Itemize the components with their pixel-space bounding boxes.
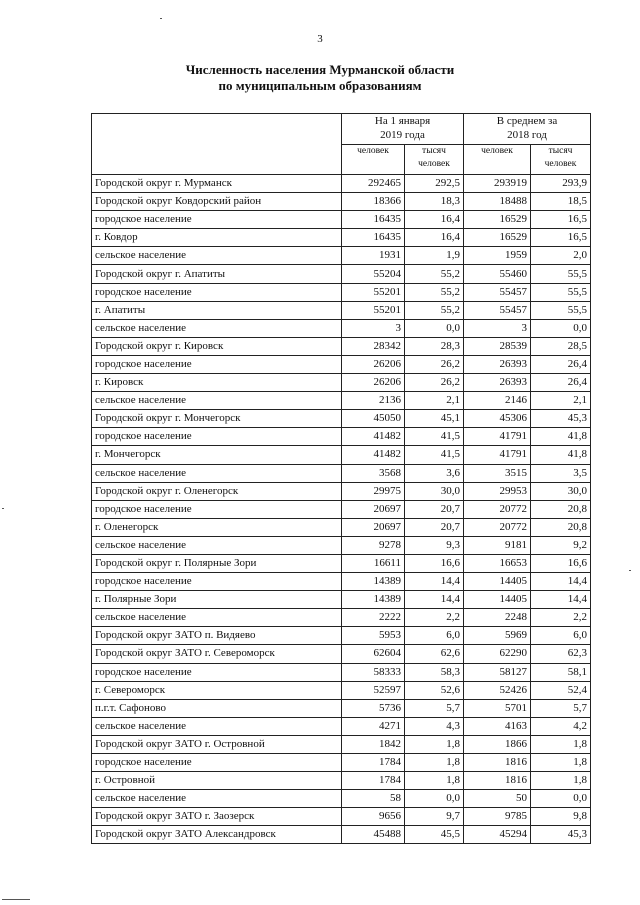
header-jan-2019-line2: 2019 года bbox=[380, 129, 425, 141]
thousand-2019-cell: 14,4 bbox=[405, 573, 464, 591]
people-2019-cell: 1842 bbox=[342, 735, 405, 753]
thousand-2018-cell: 0,0 bbox=[531, 319, 591, 337]
row-name-cell: городское население bbox=[92, 355, 342, 373]
row-name-cell: г. Оленегорск bbox=[92, 518, 342, 536]
people-2019-cell: 16435 bbox=[342, 211, 405, 229]
people-2018-cell: 41791 bbox=[464, 446, 531, 464]
people-2018-cell: 1959 bbox=[464, 247, 531, 265]
header-thousand-2018: тысяч человек bbox=[531, 145, 591, 175]
people-2018-cell: 29953 bbox=[464, 482, 531, 500]
table-row bbox=[92, 554, 591, 572]
table-row bbox=[92, 500, 591, 518]
people-2018-cell: 20772 bbox=[464, 518, 531, 536]
table-row bbox=[92, 337, 591, 355]
scan-speck bbox=[160, 18, 162, 19]
thousand-2019-cell: 1,8 bbox=[405, 754, 464, 772]
row-name-cell: Городской округ ЗАТО п. Видяево bbox=[92, 627, 342, 645]
thousand-2019-cell: 41,5 bbox=[405, 446, 464, 464]
thousand-2018-cell: 1,8 bbox=[531, 772, 591, 790]
thousand-2018-cell: 9,2 bbox=[531, 536, 591, 554]
title-line-1: Численность населения Мурманской области bbox=[185, 62, 455, 77]
thousand-2018-cell: 1,8 bbox=[531, 754, 591, 772]
table-row bbox=[92, 355, 591, 373]
thousand-2019-cell: 45,1 bbox=[405, 410, 464, 428]
people-2018-cell: 20772 bbox=[464, 500, 531, 518]
table-row bbox=[92, 754, 591, 772]
people-2019-cell: 26206 bbox=[342, 355, 405, 373]
table-row bbox=[92, 717, 591, 735]
row-name-cell: сельское население bbox=[92, 319, 342, 337]
people-2018-cell: 16529 bbox=[464, 229, 531, 247]
thousand-2018-cell: 26,4 bbox=[531, 374, 591, 392]
thousand-2019-cell: 9,7 bbox=[405, 808, 464, 826]
row-name-cell: сельское население bbox=[92, 247, 342, 265]
table-row bbox=[92, 573, 591, 591]
people-2019-cell: 45050 bbox=[342, 410, 405, 428]
row-name-cell: Городской округ г. Кировск bbox=[92, 337, 342, 355]
thousand-2018-cell: 6,0 bbox=[531, 627, 591, 645]
thousand-2019-cell: 55,2 bbox=[405, 301, 464, 319]
header-jan-2019-line1: На 1 января bbox=[374, 115, 431, 127]
thousand-2018-cell: 62,3 bbox=[531, 645, 591, 663]
table-row bbox=[92, 265, 591, 283]
people-2018-cell: 9181 bbox=[464, 536, 531, 554]
people-2019-cell: 3 bbox=[342, 319, 405, 337]
thousand-2019-cell: 58,3 bbox=[405, 663, 464, 681]
table-row bbox=[92, 446, 591, 464]
table-row bbox=[92, 808, 591, 826]
people-2019-cell: 4271 bbox=[342, 717, 405, 735]
people-2019-cell: 14389 bbox=[342, 591, 405, 609]
page-number: 3 bbox=[317, 33, 323, 45]
thousand-2018-cell: 5,7 bbox=[531, 699, 591, 717]
people-2018-cell: 26393 bbox=[464, 355, 531, 373]
population-table bbox=[91, 113, 591, 844]
table-row bbox=[92, 464, 591, 482]
thousand-2019-cell: 1,9 bbox=[405, 247, 464, 265]
people-2018-cell: 45294 bbox=[464, 826, 531, 844]
people-2018-cell: 45306 bbox=[464, 410, 531, 428]
scan-speck bbox=[629, 570, 631, 571]
thousand-2019-cell: 14,4 bbox=[405, 591, 464, 609]
row-name-cell: сельское население bbox=[92, 790, 342, 808]
people-2018-cell: 16529 bbox=[464, 211, 531, 229]
header-jan-2019 bbox=[342, 114, 464, 145]
thousand-2018-cell: 55,5 bbox=[531, 265, 591, 283]
people-2018-cell: 55457 bbox=[464, 283, 531, 301]
thousand-2018-cell: 14,4 bbox=[531, 573, 591, 591]
row-name-cell: сельское население bbox=[92, 464, 342, 482]
people-2019-cell: 58 bbox=[342, 790, 405, 808]
table-row bbox=[92, 735, 591, 753]
people-2018-cell: 3515 bbox=[464, 464, 531, 482]
thousand-2018-cell: 45,3 bbox=[531, 826, 591, 844]
thousand-2018-cell: 16,6 bbox=[531, 554, 591, 572]
row-name-cell: г. Островной bbox=[92, 772, 342, 790]
table-row bbox=[92, 482, 591, 500]
thousand-2019-cell: 28,3 bbox=[405, 337, 464, 355]
people-2019-cell: 29975 bbox=[342, 482, 405, 500]
scan-speck bbox=[2, 508, 4, 509]
people-2019-cell: 1784 bbox=[342, 754, 405, 772]
table-row bbox=[92, 374, 591, 392]
row-name-cell: г. Апатиты bbox=[92, 301, 342, 319]
row-name-cell: сельское население bbox=[92, 392, 342, 410]
people-2018-cell: 293919 bbox=[464, 175, 531, 193]
header-avg-2018 bbox=[464, 114, 591, 145]
people-2019-cell: 14389 bbox=[342, 573, 405, 591]
table-row bbox=[92, 663, 591, 681]
thousand-2019-cell: 52,6 bbox=[405, 681, 464, 699]
people-2018-cell: 1866 bbox=[464, 735, 531, 753]
people-2018-cell: 26393 bbox=[464, 374, 531, 392]
thousand-2019-cell: 62,6 bbox=[405, 645, 464, 663]
people-2018-cell: 41791 bbox=[464, 428, 531, 446]
people-2019-cell: 1784 bbox=[342, 772, 405, 790]
people-2018-cell: 3 bbox=[464, 319, 531, 337]
thousand-2018-cell: 4,2 bbox=[531, 717, 591, 735]
people-2018-cell: 1816 bbox=[464, 754, 531, 772]
row-name-cell: Городской округ ЗАТО г. Заозерск bbox=[92, 808, 342, 826]
thousand-2019-cell: 4,3 bbox=[405, 717, 464, 735]
thousand-2019-cell: 30,0 bbox=[405, 482, 464, 500]
header-people-2018: человек bbox=[464, 145, 531, 175]
row-name-cell: Городской округ г. Мурманск bbox=[92, 175, 342, 193]
thousand-2018-cell: 41,8 bbox=[531, 446, 591, 464]
thousand-2019-cell: 41,5 bbox=[405, 428, 464, 446]
row-name-cell: г. Североморск bbox=[92, 681, 342, 699]
thousand-2018-cell: 26,4 bbox=[531, 355, 591, 373]
row-name-cell: городское население bbox=[92, 211, 342, 229]
table-row bbox=[92, 428, 591, 446]
people-2019-cell: 16435 bbox=[342, 229, 405, 247]
header-avg-2018-line2: 2018 год bbox=[507, 129, 547, 141]
table-row bbox=[92, 681, 591, 699]
thousand-2018-cell: 9,8 bbox=[531, 808, 591, 826]
row-name-cell: п.г.т. Сафоново bbox=[92, 699, 342, 717]
table-row bbox=[92, 699, 591, 717]
thousand-2019-cell: 1,8 bbox=[405, 772, 464, 790]
people-2019-cell: 1931 bbox=[342, 247, 405, 265]
thousand-2018-cell: 20,8 bbox=[531, 518, 591, 536]
people-2018-cell: 2248 bbox=[464, 609, 531, 627]
table-row bbox=[92, 283, 591, 301]
table-row bbox=[92, 645, 591, 663]
table-row bbox=[92, 536, 591, 554]
people-2018-cell: 18488 bbox=[464, 193, 531, 211]
header-empty-cell bbox=[92, 114, 342, 175]
people-2019-cell: 55204 bbox=[342, 265, 405, 283]
people-2019-cell: 62604 bbox=[342, 645, 405, 663]
people-2018-cell: 16653 bbox=[464, 554, 531, 572]
row-name-cell: Городской округ ЗАТО г. Островной bbox=[92, 735, 342, 753]
table-row bbox=[92, 518, 591, 536]
row-name-cell: г. Ковдор bbox=[92, 229, 342, 247]
thousand-2019-cell: 0,0 bbox=[405, 319, 464, 337]
thousand-2018-cell: 55,5 bbox=[531, 283, 591, 301]
people-2018-cell: 55457 bbox=[464, 301, 531, 319]
header-avg-2018-line1: В среднем за bbox=[496, 115, 558, 127]
people-2019-cell: 18366 bbox=[342, 193, 405, 211]
people-2019-cell: 16611 bbox=[342, 554, 405, 572]
title-line-2: по муниципальным образованиям bbox=[218, 78, 422, 93]
table-row bbox=[92, 609, 591, 627]
document-title bbox=[0, 62, 640, 94]
thousand-2018-cell: 16,5 bbox=[531, 211, 591, 229]
thousand-2018-cell: 18,5 bbox=[531, 193, 591, 211]
people-2019-cell: 3568 bbox=[342, 464, 405, 482]
row-name-cell: Городской округ г. Оленегорск bbox=[92, 482, 342, 500]
thousand-2018-cell: 2,1 bbox=[531, 392, 591, 410]
thousand-2018-cell: 14,4 bbox=[531, 591, 591, 609]
table-row bbox=[92, 175, 591, 193]
thousand-2018-cell: 16,5 bbox=[531, 229, 591, 247]
thousand-2019-cell: 6,0 bbox=[405, 627, 464, 645]
table-row bbox=[92, 591, 591, 609]
people-2019-cell: 28342 bbox=[342, 337, 405, 355]
thousand-2018-cell: 0,0 bbox=[531, 790, 591, 808]
thousand-2019-cell: 55,2 bbox=[405, 265, 464, 283]
table-row bbox=[92, 193, 591, 211]
people-2018-cell: 4163 bbox=[464, 717, 531, 735]
thousand-2018-cell: 2,2 bbox=[531, 609, 591, 627]
people-2018-cell: 52426 bbox=[464, 681, 531, 699]
thousand-2019-cell: 26,2 bbox=[405, 355, 464, 373]
people-2019-cell: 26206 bbox=[342, 374, 405, 392]
thousand-2019-cell: 1,8 bbox=[405, 735, 464, 753]
row-name-cell: г. Кировск bbox=[92, 374, 342, 392]
thousand-2019-cell: 16,6 bbox=[405, 554, 464, 572]
row-name-cell: Городской округ г. Мончегорск bbox=[92, 410, 342, 428]
row-name-cell: городское население bbox=[92, 500, 342, 518]
table-row bbox=[92, 319, 591, 337]
row-name-cell: городское население bbox=[92, 663, 342, 681]
thousand-2019-cell: 0,0 bbox=[405, 790, 464, 808]
thousand-2018-cell: 293,9 bbox=[531, 175, 591, 193]
row-name-cell: Городской округ ЗАТО г. Североморск bbox=[92, 645, 342, 663]
people-2018-cell: 1816 bbox=[464, 772, 531, 790]
people-2019-cell: 9656 bbox=[342, 808, 405, 826]
thousand-2018-cell: 30,0 bbox=[531, 482, 591, 500]
people-2019-cell: 5736 bbox=[342, 699, 405, 717]
people-2019-cell: 9278 bbox=[342, 536, 405, 554]
thousand-2019-cell: 26,2 bbox=[405, 374, 464, 392]
thousand-2019-cell: 3,6 bbox=[405, 464, 464, 482]
people-2018-cell: 50 bbox=[464, 790, 531, 808]
thousand-2018-cell: 45,3 bbox=[531, 410, 591, 428]
people-2018-cell: 14405 bbox=[464, 591, 531, 609]
people-2019-cell: 45488 bbox=[342, 826, 405, 844]
people-2018-cell: 58127 bbox=[464, 663, 531, 681]
thousand-2018-cell: 28,5 bbox=[531, 337, 591, 355]
table-row bbox=[92, 410, 591, 428]
thousand-2019-cell: 16,4 bbox=[405, 229, 464, 247]
people-2018-cell: 62290 bbox=[464, 645, 531, 663]
table-row bbox=[92, 247, 591, 265]
people-2019-cell: 58333 bbox=[342, 663, 405, 681]
thousand-2019-cell: 18,3 bbox=[405, 193, 464, 211]
thousand-2018-cell: 2,0 bbox=[531, 247, 591, 265]
row-name-cell: Городской округ г. Апатиты bbox=[92, 265, 342, 283]
table-row bbox=[92, 826, 591, 844]
thousand-2019-cell: 292,5 bbox=[405, 175, 464, 193]
people-2019-cell: 20697 bbox=[342, 518, 405, 536]
people-2019-cell: 2222 bbox=[342, 609, 405, 627]
thousand-2018-cell: 55,5 bbox=[531, 301, 591, 319]
people-2018-cell: 2146 bbox=[464, 392, 531, 410]
table-row bbox=[92, 627, 591, 645]
thousand-2018-cell: 52,4 bbox=[531, 681, 591, 699]
thousand-2019-cell: 9,3 bbox=[405, 536, 464, 554]
table-body bbox=[92, 175, 591, 844]
table-row bbox=[92, 772, 591, 790]
people-2019-cell: 41482 bbox=[342, 446, 405, 464]
table-row bbox=[92, 211, 591, 229]
row-name-cell: сельское население bbox=[92, 717, 342, 735]
scan-edge bbox=[2, 899, 30, 900]
thousand-2019-cell: 2,2 bbox=[405, 609, 464, 627]
people-2018-cell: 9785 bbox=[464, 808, 531, 826]
thousand-2018-cell: 3,5 bbox=[531, 464, 591, 482]
thousand-2018-cell: 41,8 bbox=[531, 428, 591, 446]
people-2019-cell: 41482 bbox=[342, 428, 405, 446]
row-name-cell: сельское население bbox=[92, 536, 342, 554]
row-name-cell: сельское население bbox=[92, 609, 342, 627]
people-2018-cell: 5969 bbox=[464, 627, 531, 645]
people-2019-cell: 20697 bbox=[342, 500, 405, 518]
table-row bbox=[92, 229, 591, 247]
thousand-2019-cell: 45,5 bbox=[405, 826, 464, 844]
row-name-cell: городское население bbox=[92, 573, 342, 591]
thousand-2019-cell: 55,2 bbox=[405, 283, 464, 301]
row-name-cell: Городской округ Ковдорский район bbox=[92, 193, 342, 211]
people-2019-cell: 2136 bbox=[342, 392, 405, 410]
header-thousand-2019: тысяч человек bbox=[405, 145, 464, 175]
table-row bbox=[92, 392, 591, 410]
thousand-2018-cell: 58,1 bbox=[531, 663, 591, 681]
people-2018-cell: 5701 bbox=[464, 699, 531, 717]
thousand-2018-cell: 1,8 bbox=[531, 735, 591, 753]
people-2018-cell: 28539 bbox=[464, 337, 531, 355]
people-2019-cell: 292465 bbox=[342, 175, 405, 193]
table-row bbox=[92, 301, 591, 319]
thousand-2018-cell: 20,8 bbox=[531, 500, 591, 518]
thousand-2019-cell: 16,4 bbox=[405, 211, 464, 229]
people-2019-cell: 5953 bbox=[342, 627, 405, 645]
row-name-cell: Городской округ ЗАТО Александровск bbox=[92, 826, 342, 844]
row-name-cell: г. Полярные Зори bbox=[92, 591, 342, 609]
header-people-2019: человек bbox=[342, 145, 405, 175]
row-name-cell: городское население bbox=[92, 754, 342, 772]
thousand-2019-cell: 5,7 bbox=[405, 699, 464, 717]
people-2018-cell: 55460 bbox=[464, 265, 531, 283]
people-2019-cell: 52597 bbox=[342, 681, 405, 699]
row-name-cell: г. Мончегорск bbox=[92, 446, 342, 464]
people-2019-cell: 55201 bbox=[342, 301, 405, 319]
row-name-cell: городское население bbox=[92, 283, 342, 301]
thousand-2019-cell: 2,1 bbox=[405, 392, 464, 410]
table-row bbox=[92, 790, 591, 808]
row-name-cell: городское население bbox=[92, 428, 342, 446]
people-2018-cell: 14405 bbox=[464, 573, 531, 591]
people-2019-cell: 55201 bbox=[342, 283, 405, 301]
thousand-2019-cell: 20,7 bbox=[405, 500, 464, 518]
row-name-cell: Городской округ г. Полярные Зори bbox=[92, 554, 342, 572]
thousand-2019-cell: 20,7 bbox=[405, 518, 464, 536]
